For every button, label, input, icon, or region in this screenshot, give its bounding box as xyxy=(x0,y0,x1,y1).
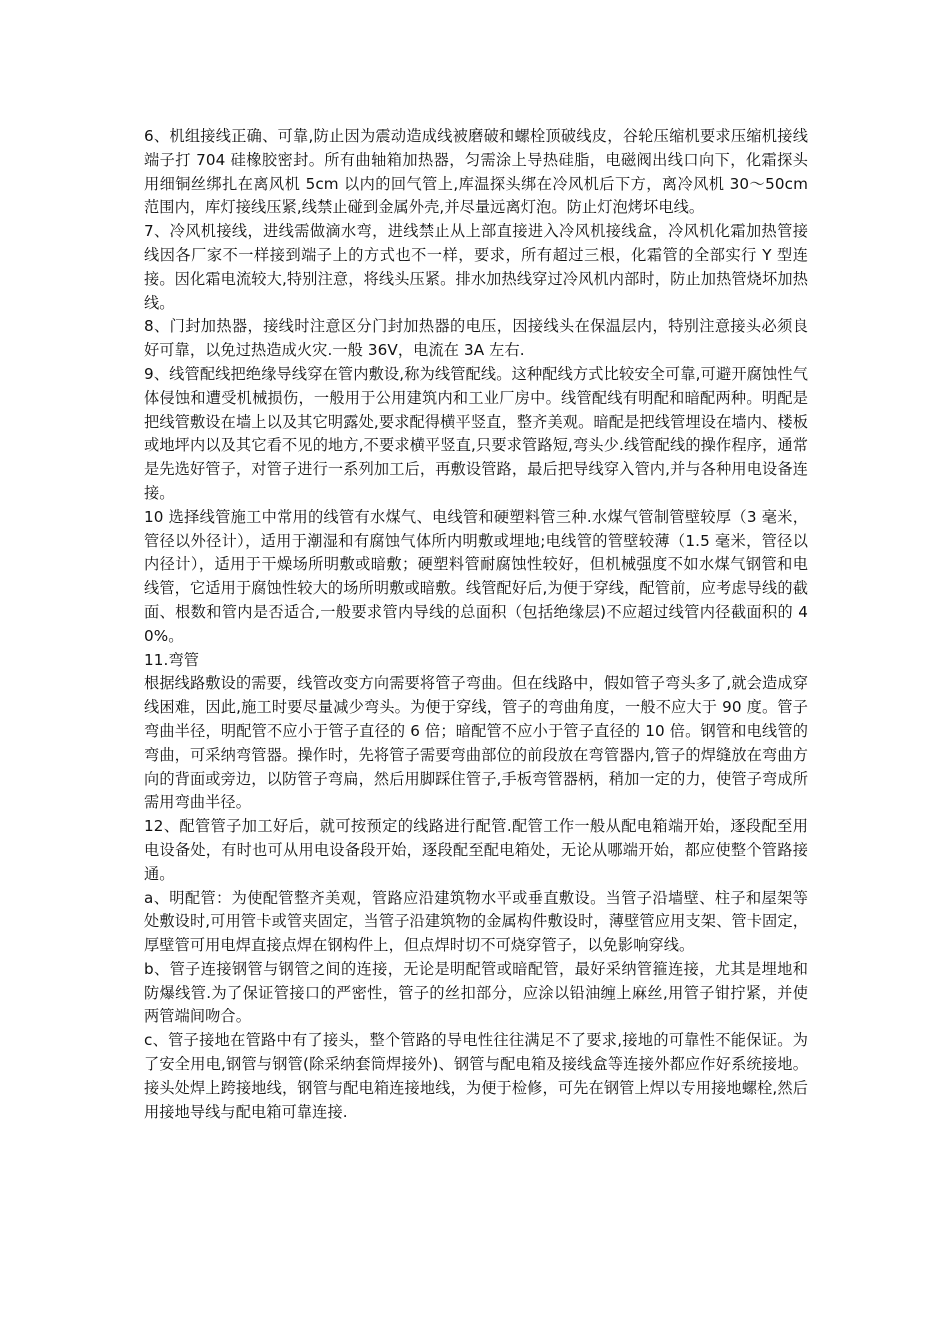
paragraph-12-pipe-laying: 12、配管管子加工好后，就可按预定的线路进行配管.配管工作一般从配电箱端开始，逐段配至用电设备处，有时也可从用电设备段开始，逐段配至配电箱处，无论从哪端开始，都应使整个管路接通。 xyxy=(144,817,808,883)
paragraph-10-conduit-selection: 10 选择线管施工中常用的线管有水煤气、电线管和硬塑料管三种.水煤气管制管壁较厚（3 毫米，管径以外径计），适用于潮湿和有腐蚀气体所内明敷或埋地;电线管的管壁较薄（1.5 毫米，管径以内径计），适用于干燥场所明敷或暗敷；硬塑料管耐腐蚀性较好，但机械强度不如水煤气钢管和电线管，它适用于腐蚀性较大的场所明敷或暗敷。线管配好后,为便于穿线，配管前，应考虑导线的截面、根数和管内是否适合,一般要求管内导线的总面积（包括绝缘层)不应超过线管内径截面积的 40%。 xyxy=(144,507,808,645)
paragraph-11-pipe-bending: 根据线路敷设的需要，线管改变方向需要将管子弯曲。但在线路中，假如管子弯头多了,就会造成穿线困难，因此,施工时要尽量减少弯头。为便于穿线，管子的弯曲角度，一般不应大于 90 度。管子弯曲半径，明配管不应小于管子直径的 6 倍；暗配管不应小于管子直径的 10 倍。钢管和电线管的弯曲，可采纳弯管器。操作时，先将管子需要弯曲部位的前段放在弯管器内,管子的焊缝放在弯曲方向的背面或旁边，以防管子弯扁，然后用脚踩住管子,手板弯管器柄，稍加一定的力，使管子弯成所需用弯曲半径。 xyxy=(144,674,808,812)
heading-11-pipe-bending: 11.弯管 xyxy=(144,650,200,669)
paragraph-8-door-heater: 8、门封加热器，接线时注意区分门封加热器的电压，因接线头在保温层内，特别注意接头必须良好可靠，以免过热造成火灾.一般 36V，电流在 3A 左右. xyxy=(144,317,808,360)
document-body xyxy=(144,125,808,1124)
paragraph-a-exposed-pipe: a、明配管：为使配管整齐美观，管路应沿建筑物水平或垂直敷设。当管子沿墙壁、柱子和屋架等处敷设时,可用管卡或管夹固定，当管子沿建筑物的金属构件敷设时，薄壁管应用支架、管卡固定，厚壁管可用电焊直接点焊在钢构件上，但点焊时切不可烧穿管子，以免影响穿线。 xyxy=(144,888,808,955)
paragraph-9-conduit-wiring: 9、线管配线把绝缘导线穿在管内敷设,称为线管配线。这种配线方式比较安全可靠,可避开腐蚀性气体侵蚀和遭受机械损伤，一般用于公用建筑内和工业厂房中。线管配线有明配和暗配两种。明配是把线管敷设在墙上以及其它明露处,要求配得横平竖直，整齐美观。暗配是把线管埋设在墙内、楼板或地坪内以及其它看不见的地方,不要求横平竖直,只要求管路短,弯头少.线管配线的操作程序，通常是先选好管子，对管子进行一系列加工后，再敷设管路，最后把导线穿入管内,并与各种用电设备连接。 xyxy=(144,364,808,502)
paragraph-c-pipe-grounding: c、管子接地在管路中有了接头，整个管路的导电性往往满足不了要求,接地的可靠性不能保证。为了安全用电,钢管与钢管(除采纳套筒焊接外)、钢管与配电箱及接线盒等连接外都应作好系统接地。接头处焊上跨接地线，钢管与配电箱连接地线，为便于检修，可先在钢管上焊以专用接地螺栓,然后用接地导线与配电箱可靠连接. xyxy=(144,1031,808,1121)
paragraph-6-unit-wiring: 6、机组接线正确、可靠,防止因为震动造成线被磨破和螺栓顶破线皮，谷轮压缩机要求压缩机接线端子打 704 硅橡胶密封。所有曲轴箱加热器，匀需涂上导热硅脂，电磁阀出线口向下，化霜探头用细铜丝绑扎在离风机 5cm 以内的回气管上,库温探头绑在冷风机后下方，离冷风机 30～50cm 范围内，库灯接线压紧,线禁止碰到金属外壳,并尽量远离灯泡。防止灯泡烤坏电线。 xyxy=(144,127,808,217)
paragraph-7-fan-wiring: 7、冷风机接线，进线需做滴水弯，进线禁止从上部直接进入冷风机接线盒，冷风机化霜加热管接线因各厂家不一样接到端子上的方式也不一样，要求，所有超过三根，化霜管的全部实行 Y 型连接。因化霜电流较大,特别注意，将线头压紧。排水加热线穿过冷风机内部时，防止加热管烧坏加热线。 xyxy=(144,222,808,312)
paragraph-b-pipe-connection: b、管子连接钢管与钢管之间的连接，无论是明配管或暗配管，最好采纳管箍连接，尤其是埋地和防爆线管.为了保证管接口的严密性，管子的丝扣部分，应涂以铅油缠上麻丝,用管子钳拧紧，并使两管端间吻合。 xyxy=(144,959,808,1026)
